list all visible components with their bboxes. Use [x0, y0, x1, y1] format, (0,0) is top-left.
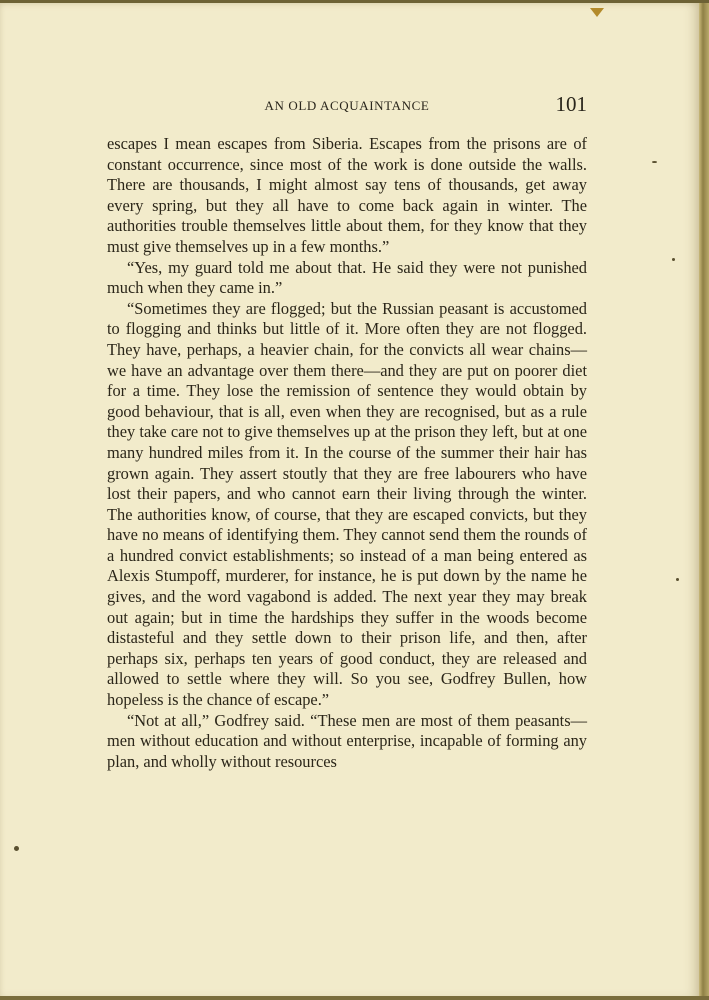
running-head: AN OLD ACQUAINTANCE: [264, 98, 430, 113]
paper-speck: [672, 258, 675, 261]
paragraph: “Not at all,” Godfrey said. “These men are most of them peasants—men without education and without enterprise, incapable of forming any plan, and wholly without resources: [107, 710, 587, 771]
page-number: 101: [555, 92, 587, 116]
page-corner-mark: [590, 8, 604, 17]
paper-speck: [14, 846, 19, 851]
paper-speck: [652, 161, 657, 163]
paper-speck: [676, 578, 679, 581]
paragraph: “Sometimes they are flogged; but the Russian peasant is accustomed to flogging and thinks but little of it. More often they are not flogged. They have, perhaps, a heavier chain, for the convicts all wear chains—we have an advantage over them there—and they are put on poorer diet for a time. They lose the remission of sentence they would obtain by good behaviour, that is all, even when they are recognised, but as a rule they take care not to give themselves up at the prison they left, but at one many hundred miles from it. In the course of the summer their hair has grown again. They assert stoutly that they are free labourers who have lost their papers, and who cannot earn their living through the winter. The authorities know, of course, that they are escaped convicts, but they have no means of identifying them. They cannot send them the rounds of a hundred convict establishments; so instead of a man being entered as Alexis Stumpoff, murderer, for instance, he is put down by the name he gives, and the word vagabond is added. The next year they may break out again; but in time the hardships they suffer in the woods become distasteful and they settle down to their prison life, and then, after perhaps six, perhaps ten years of good conduct, they are released and allowed to settle where they will. So you see, Godfrey Bullen, how hopeless is the chance of escape.”: [107, 298, 587, 710]
body-text: [107, 134, 587, 772]
page-header: [107, 92, 587, 118]
paragraph: “Yes, my guard told me about that. He said they were not punished much when they came in.”: [107, 257, 587, 298]
page-edge-top: [0, 0, 709, 3]
page-edge-right: [699, 0, 709, 1000]
paragraph: escapes I mean escapes from Siberia. Escapes from the prisons are of constant occurrence, since most of the work is done outside the walls. There are thousands, I might almost say tens of thousands, get away every spring, but they all have to come back again in winter. The authorities trouble themselves little about them, for they know that they must give themselves up in a few months.”: [107, 134, 587, 256]
page-edge-bottom: [0, 996, 709, 1000]
